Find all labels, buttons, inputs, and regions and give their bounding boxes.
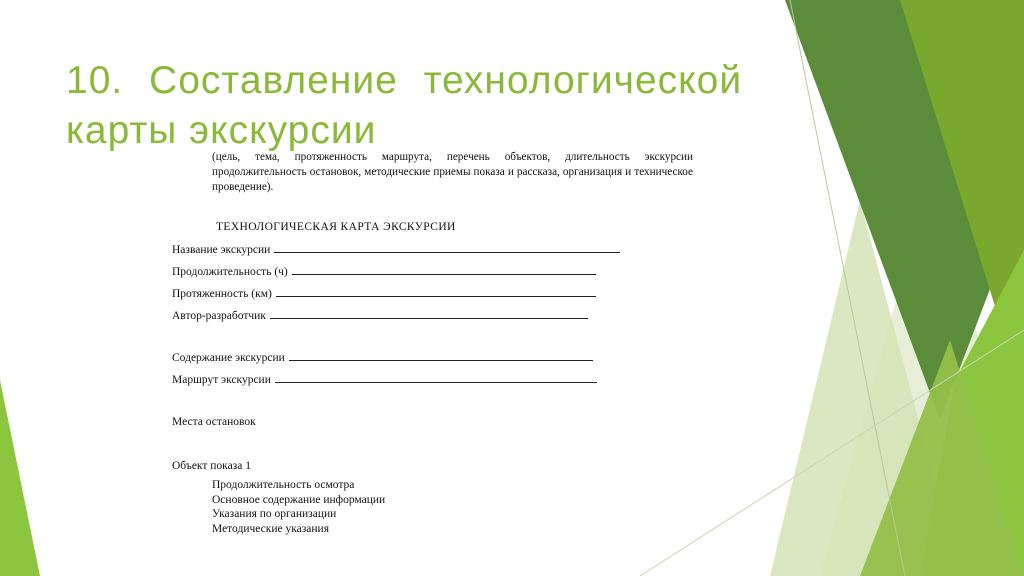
field-duration-label: Продолжительность (ч): [172, 266, 288, 278]
stops-label: Места остановок: [172, 416, 256, 428]
list-item: Методические указания: [212, 522, 329, 535]
field-name: [172, 242, 620, 256]
field-author-line: [270, 308, 588, 319]
field-length-line: [276, 286, 596, 297]
document-title: ТЕХНОЛОГИЧЕСКАЯ КАРТА ЭКСКУРСИИ: [216, 221, 456, 233]
field-route: [172, 372, 597, 386]
title-line-2: карты экскурсии: [66, 109, 377, 152]
object-items-list: [212, 478, 385, 536]
field-duration-line: [292, 264, 596, 275]
field-content-label: Содержание экскурсии: [172, 352, 285, 364]
title-line-1: 10. Составление технологической: [66, 59, 743, 102]
field-author: [172, 308, 588, 322]
field-length: [172, 286, 596, 300]
field-name-line: [274, 242, 620, 253]
intro-text: (цель, тема, протяженность маршрута, перечень объектов, длительность экскурсии продолжительность остановок, методические приемы показа и рассказа, организация и техническое проведение).: [212, 151, 693, 193]
field-length-label: Протяженность (км): [172, 288, 272, 300]
field-route-line: [275, 372, 597, 383]
left-green-triangle: [0, 380, 40, 576]
list-item: Продолжительность осмотра: [212, 479, 355, 491]
field-route-label: Маршрут экскурсии: [172, 374, 271, 386]
field-content: [172, 350, 593, 364]
slide-title: [66, 56, 766, 156]
object-label: Объект показа 1: [172, 460, 251, 472]
field-content-line: [289, 350, 593, 361]
field-name-label: Название экскурсии: [172, 244, 271, 256]
list-item: Указания по организации: [212, 508, 337, 520]
list-item: Основное содержание информации: [212, 493, 386, 506]
field-duration: [172, 264, 596, 278]
field-author-label: Автор-разработчик: [172, 310, 266, 322]
